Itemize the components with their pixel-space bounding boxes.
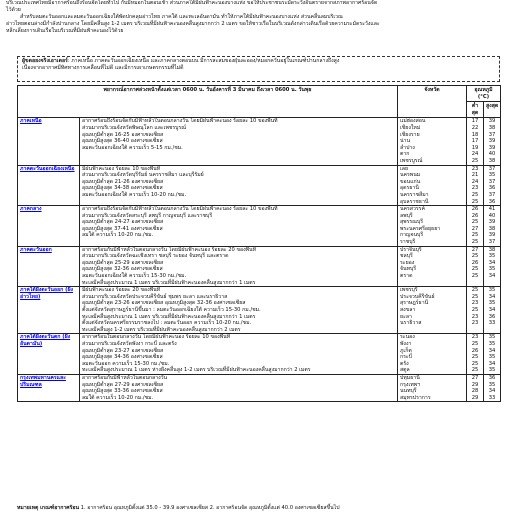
province-name: ลำปาง <box>400 144 415 151</box>
description-line: ทะเลมีคลื่นสูงประมาณ 1 เมตร ห่างฝั่งคลื่นสูง 1-2 เมตร บริเวณที่มีฝนฟ้าคะนองคลื่นสูงมากกว่า 2 เมตร <box>82 367 311 374</box>
min-temp: 29 <box>471 394 479 401</box>
min-temp: 23 <box>471 165 479 172</box>
region-name-link[interactable]: ภาคตะวันออกเฉียงเหนือ <box>20 165 75 172</box>
description-line: ส่วนมากบริเวณจังหวัดบุรีรัมย์ นครราชสีมา และบุรีรัมย์ <box>82 172 204 179</box>
region-description <box>80 206 398 247</box>
description-line: อากาศร้อนกับมีฟ้าหลัวในตอนกลางวัน โดยมีฝนฟ้าคะนอง ร้อยละ 20 ของพื้นที่ <box>82 246 257 253</box>
province-name: ตรัง <box>400 360 409 367</box>
province-name: อุบลราชธานี <box>400 198 429 205</box>
min-temp: 25 <box>471 273 479 280</box>
max-temp: 35 <box>488 340 496 347</box>
province-name: สมุทรปราการ <box>400 394 431 401</box>
max-temp: 37 <box>488 165 496 172</box>
description-line: อุณหภูมิสูงสุด 36-40 องศาเซลเซียส <box>82 138 163 145</box>
min-temp: 25 <box>471 293 479 300</box>
min-temp: 25 <box>471 287 479 294</box>
province-name: เชียงราย <box>400 131 420 138</box>
province-list <box>398 246 467 287</box>
max-temp: 35 <box>488 354 496 361</box>
province-name: ปราจีนบุรี <box>400 246 422 253</box>
description-line: อุณหภูมิสูงสุด 37-41 องศาเซลเซียส <box>82 225 163 232</box>
precaution-box <box>17 56 500 82</box>
province-name: ภูเก็ต <box>400 347 412 354</box>
province-name: ยะลา <box>400 313 412 320</box>
precaution-line <box>22 58 495 65</box>
min-temp: 23 <box>471 185 479 192</box>
description-line: อุณหภูมิต่ำสุด 16-25 องศาเซลเซียส <box>82 131 164 138</box>
province-name: ระนอง <box>400 334 415 341</box>
intro-line: ไว้ด้วย <box>6 7 21 13</box>
description-line: ส่วนมากบริเวณจังหวัดฉะเชิงเทรา ชลบุรี ระยอง จันทบุรี และตราด <box>82 253 229 260</box>
description-line: ลมตะวันออกเฉียงใต้ ความเร็ว 10-20 กม./ชม. <box>82 191 187 198</box>
description-line: อากาศร้อนถึงร้อนจัดกับมีฟ้าหลัวในตอนกลางวัน โดยมีฝนฟ้าคะนอง ร้อยละ 10 ของพื้นที่ <box>82 206 278 213</box>
description-line: ตั้งแต่จังหวัดนครศรีธรรมราชลงไป : ลมตะวันออก ความเร็ว 10-20 กม./ชม. <box>82 320 252 327</box>
max-temp-list <box>484 287 501 334</box>
description-line: อุณหภูมิต่ำสุด 21-26 องศาเซลเซียส <box>82 178 164 185</box>
min-temp-list <box>467 334 484 375</box>
max-temp: 39 <box>488 138 496 145</box>
province-list <box>398 334 467 375</box>
precaution-label: ผู้ขดอยงจริงเอาเดอร์ <box>22 58 68 64</box>
max-temp: 34 <box>488 293 496 300</box>
max-temp: 37 <box>488 239 496 246</box>
description-line: ลมใต้ ความเร็ว 10-20 กม./ชม. <box>82 394 154 401</box>
description-line: ส่วนมากบริเวณจังหวัดพังงา กระบี่ และตรัง <box>82 340 177 347</box>
province-name: น่าน <box>400 138 411 145</box>
min-temp: 21 <box>471 172 479 179</box>
min-temp: 18 <box>471 131 479 138</box>
region-description <box>80 334 398 375</box>
max-temp: 40 <box>488 212 496 219</box>
min-temp-list <box>467 287 484 334</box>
description-line: ส่วนมากบริเวณจังหวัดพิษณุโลก และเพชรบูรณ์ <box>82 124 187 131</box>
max-temp: 38 <box>488 124 496 131</box>
min-temp: 26 <box>471 206 479 213</box>
province-name: นราธิวาส <box>400 320 422 327</box>
max-temp: 41 <box>488 206 496 213</box>
province-name: กระบี่ <box>400 354 413 361</box>
province-name: ระยอง <box>400 259 415 266</box>
max-temp: 35 <box>488 287 496 294</box>
region-name-link[interactable]: ภาคใต้ฝั่งตะวันออก (ฝั่งอ่าวไทย) <box>20 287 74 300</box>
description-line: ตั้งแต่จังหวัดสุราษฎร์ธานีขึ้นมา : ลมตะวันออกเฉียงใต้ ความเร็ว 15-30 กม./ชม. <box>82 307 261 313</box>
description-line: อุณหภูมิต่ำสุด 25-29 องศาเซลเซียส <box>82 259 164 266</box>
min-temp: 25 <box>471 340 479 347</box>
province-name: เพชรบุรี <box>400 287 418 294</box>
intro-line: บริเวณประเทศไทยมีอากาศร้อนถึงร้อนจัดโดยทั่วไป กับมีหมอกในตอนเช้า ส่วนภาคใต้มีฝนฟ้าคะนองบางแห่ง ขอให้ประชาชนระมัดระวังอันตรายจากสภาพอากาศร้อนจัด <box>6 0 378 6</box>
forecast-table-body <box>18 118 501 402</box>
min-temp: 19 <box>471 144 479 151</box>
footer-label: หมายเหตุ เกณฑ์อากาศร้อน <box>17 505 80 511</box>
province-name: เพชรบูรณ์ <box>400 157 423 164</box>
max-temp-list <box>484 334 501 375</box>
max-temp-list <box>484 374 501 401</box>
province-name: กรุงเทพฯ <box>400 381 420 388</box>
table-row <box>18 374 501 401</box>
description-line: ลมตะวันออกเฉียงใต้ ความเร็ว 15-30 กม./ชม. <box>82 273 187 280</box>
min-temp: 25 <box>471 266 479 273</box>
max-temp: 38 <box>488 225 496 232</box>
province-header: จังหวัด <box>398 86 467 118</box>
min-temp-list <box>467 206 484 247</box>
min-temp: 26 <box>471 347 479 354</box>
min-temp: 25 <box>471 367 479 374</box>
region-cell <box>18 206 80 247</box>
min-temp: 29 <box>471 381 479 388</box>
province-name: ชลบุรี <box>400 253 413 260</box>
min-temp: 26 <box>471 259 479 266</box>
min-temp: 23 <box>471 300 479 307</box>
description-line: ลมใต้ ความเร็ว 10-20 กม./ชม. <box>82 232 154 239</box>
max-temp: 35 <box>488 367 496 374</box>
max-temp: 36 <box>488 313 496 320</box>
min-temp: 17 <box>471 138 479 145</box>
max-temp: 39 <box>488 144 496 151</box>
intro-line: อ่าวไทยตอนล่างมีกำลังปานกลาง โดยมีคลื่นสูง 1-2 เมตร บริเวณที่มีฝนฟ้าคะนองคลื่นสูงมากกว่า 2 เมตร ขอให้ชาวเรือในบริเวณดังกล่าวเดินเรือด้วยความระมัดระวังและ <box>6 21 380 27</box>
max-temp: 39 <box>488 118 496 125</box>
region-cell <box>18 334 80 375</box>
min-temp: 25 <box>471 360 479 367</box>
min-temp: 25 <box>471 219 479 226</box>
max-temp: 34 <box>488 273 496 280</box>
province-name: ประจวบคีรีขันธ์ <box>400 293 435 300</box>
province-name: จันทบุรี <box>400 266 417 273</box>
description-line: อุณหภูมิต่ำสุด 27-29 องศาเซลเซียส <box>82 381 164 388</box>
table-header-row <box>18 86 501 102</box>
min-temp: 25 <box>471 232 479 239</box>
min-temp-list <box>467 118 484 165</box>
max-temp: 37 <box>488 131 496 138</box>
max-temp-list <box>484 165 501 206</box>
max-temp: 35 <box>488 172 496 179</box>
province-name: สุราษฎร์ธานี <box>400 300 429 307</box>
min-temp: 24 <box>471 178 479 185</box>
max-temp: 37 <box>488 191 496 198</box>
forecast-period-header: พยากรณ์อากาศล่วงหน้าตั้งแต่เวลา 0600 น. วันอังคารที่ 3 มีนาคม ถึงเวลา 0600 น. วันพุธ <box>18 86 398 118</box>
footer-note <box>17 504 512 512</box>
min-temp-list <box>467 374 484 401</box>
province-list <box>398 287 467 334</box>
description-line: ทะเลมีคลื่นสูง 1-2 เมตร บริเวณที่มีฝนฟ้าคะนองคลื่นสูงมากกว่า 2 เมตร <box>82 326 241 333</box>
intro-text <box>6 0 506 35</box>
max-temp: 34 <box>488 259 496 266</box>
min-temp: 25 <box>471 253 479 260</box>
region-description <box>80 118 398 165</box>
description-line: อากาศร้อนกับมีฟ้าหลัวในตอนกลางวัน <box>82 374 168 381</box>
description-line: อุณหภูมิสูงสุด 34-36 องศาเซลเซียส <box>82 354 163 361</box>
max-temp: 34 <box>488 347 496 354</box>
table-row <box>18 206 501 247</box>
region-cell <box>18 287 80 334</box>
max-temp: 33 <box>488 394 496 401</box>
max-temp: 39 <box>488 219 496 226</box>
description-line: อุณหภูมิต่ำสุด 23-27 องศาเซลเซียส <box>82 347 164 354</box>
province-name: ตาก <box>400 151 410 158</box>
description-line: ลมตะวันออก ความเร็ว 15-30 กม./ชม. <box>82 360 170 367</box>
table-row <box>18 246 501 287</box>
description-line: อุณหภูมิสูงสุด 32-36 องศาเซลเซียส <box>82 266 163 273</box>
province-list <box>398 165 467 206</box>
max-temp: 38 <box>488 246 496 253</box>
region-name-link[interactable]: ภาคใต้ฝั่งตะวันตก (ฝั่งอันดามัน) <box>20 334 71 347</box>
max-temp: 33 <box>488 320 496 327</box>
max-temp: 35 <box>488 300 496 307</box>
province-name: ลพบุรี <box>400 212 413 219</box>
description-line: อากาศร้อนในตอนกลางวัน โดยมีฝนฟ้าคะนอง ร้อยละ 10 ของพื้นที่ <box>82 334 231 341</box>
min-temp: 25 <box>471 191 479 198</box>
description-line: มีฝนฟ้าคะนอง ร้อยละ 20 ของพื้นที่ <box>82 287 161 294</box>
province-name: พระนครศรีอยุธยา <box>400 225 441 232</box>
max-temp: 34 <box>488 360 496 367</box>
description-line: มีฝนฟ้าคะนอง ร้อยละ 10 ของพื้นที่ <box>82 165 161 172</box>
min-temp: 28 <box>471 388 479 395</box>
description-line: อุณหภูมิสูงสุด 33-36 องศาเซลเซียส <box>82 388 163 395</box>
min-temp: 25 <box>471 198 479 205</box>
province-name: นครสวรรค์ <box>400 206 425 213</box>
max-temp: 34 <box>488 307 496 313</box>
max-temp: 38 <box>488 157 496 164</box>
region-name-link[interactable]: ภาคตะวันออก <box>20 246 52 253</box>
region-description <box>80 374 398 401</box>
province-list <box>398 374 467 401</box>
min-temp: 24 <box>471 151 479 158</box>
province-name: ราชบุรี <box>400 239 416 246</box>
max-temp: 35 <box>488 334 496 341</box>
min-temp: 23 <box>471 334 479 341</box>
description-line: ทะเลมีคลื่นสูงประมาณ 1 เมตร บริเวณที่มีฝนฟ้าคะนองคลื่นสูงมากกว่า 1 เมตร <box>82 279 256 286</box>
description-line: ส่วนมากบริเวณจังหวัดประจวบคีรีขันธ์ ชุมพร ยะลา และนราธิวาส <box>82 293 228 300</box>
intro-line: หลีกเลี่ยงการเดินเรือในบริเวณที่มีฝนฟ้าคะนองไว้ด้วย <box>6 28 124 34</box>
min-temp: 17 <box>471 118 479 125</box>
min-temp: 23 <box>471 313 479 320</box>
region-description <box>80 287 398 334</box>
max-temp: 37 <box>488 178 496 185</box>
min-temp: 25 <box>471 307 479 313</box>
min-temp: 25 <box>471 239 479 246</box>
precaution-text: : ภาคเหนือ ภาคตะวันออกเฉียงเหนือ และภาคกลางตอนบน มีการสะสมของฝุ่นละออง/หมอกควันอยู่ในเกณฑ์ปานกลางถึงสูง <box>67 58 340 64</box>
min-temp: 25 <box>471 157 479 164</box>
province-name: ตราด <box>400 273 413 280</box>
province-name: อุดรธานี <box>400 185 419 192</box>
intro-line: สำหรับลมตะวันออกและลมตะวันออกเฉียงใต้พัดปกคลุมอ่าวไทย ภาคใต้ และทะเลอันดามัน ทำให้ภาคใต้มีฝนฟ้าคะนองบางแห่ง ส่วนคลื่นลมบริเวณ <box>20 14 343 20</box>
province-name: กาญจนบุรี <box>400 232 424 239</box>
min-temp: 22 <box>471 124 479 131</box>
province-name: เลย <box>400 165 408 172</box>
region-name-link[interactable]: กรุงเทพมหานครและปริมณฑล <box>20 374 66 388</box>
max-temp: 36 <box>488 374 496 381</box>
province-name: สุพรรณบุรี <box>400 219 424 226</box>
min-temp-header: ต่ำสุด <box>467 102 484 118</box>
region-cell <box>18 165 80 206</box>
max-temp-list <box>484 118 501 165</box>
province-name: ปทุมธานี <box>400 374 420 381</box>
temperature-header: อุณหภูมิ (°C) <box>467 86 501 102</box>
max-temp: 34 <box>488 388 496 395</box>
min-temp: 27 <box>471 374 479 381</box>
table-row <box>18 118 501 165</box>
description-line: อุณหภูมิต่ำสุด 24-27 องศาเซลเซียส <box>82 219 164 226</box>
min-temp-list <box>467 165 484 206</box>
max-temp-list <box>484 246 501 287</box>
min-temp-list <box>467 246 484 287</box>
description-line: ส่วนมากบริเวณจังหวัดสระบุรี ลพบุรี กาญจนบุรี และราชบุรี <box>82 212 213 219</box>
max-temp-list <box>484 206 501 247</box>
description-line: อุณหภูมิต่ำสุด 23-26 องศาเซลเซียส อุณหภูมิสูงสุด 32-36 องศาเซลเซียส <box>82 300 246 307</box>
province-name: สงขลา <box>400 307 416 313</box>
province-name: พังงา <box>400 340 412 347</box>
max-temp: 35 <box>488 253 496 260</box>
province-name: แม่ฮ่องสอน <box>400 118 426 125</box>
province-list <box>398 206 467 247</box>
region-description <box>80 165 398 206</box>
description-line: ทะเลมีคลื่นสูงประมาณ 1 เมตร บริเวณที่มีฝนฟ้าคะนองคลื่นสูงมากกว่า 1 เมตร <box>82 313 256 320</box>
min-temp: 25 <box>471 354 479 361</box>
province-list <box>398 118 467 165</box>
region-cell <box>18 374 80 401</box>
min-temp: 26 <box>471 212 479 219</box>
province-name: นครพนม <box>400 172 421 179</box>
min-temp: 27 <box>471 225 479 232</box>
description-line: อุณหภูมิสูงสุด 34-38 องศาเซลเซียส <box>82 185 163 192</box>
precaution-line: เนื่องจากอากาศมีทิศทางการเคลื่อนที่ไม่ดี และมีการเผาเกษตรกรรมที่ไม่ดี <box>22 64 184 71</box>
province-name: เชียงใหม่ <box>400 124 421 131</box>
description-line: ลมตะวันออกเฉียงใต้ ความเร็ว 5-15 กม./ชม. <box>82 144 183 151</box>
max-temp: 36 <box>488 185 496 192</box>
max-temp: 39 <box>488 232 496 239</box>
max-temp-header: สูงสุด <box>484 102 501 118</box>
max-temp: 35 <box>488 266 496 273</box>
region-name-link[interactable]: ภาคเหนือ <box>20 118 42 125</box>
region-description <box>80 246 398 287</box>
table-row <box>18 334 501 375</box>
region-cell <box>18 118 80 165</box>
max-temp: 35 <box>488 381 496 388</box>
province-name: นนทบุรี <box>400 388 417 395</box>
min-temp: 23 <box>471 320 479 327</box>
province-name: สตูล <box>400 367 410 374</box>
min-temp: 27 <box>471 246 479 253</box>
footer-text: 1. อากาศร้อน อุณหภูมิตั้งแต่ 35.0 - 39.9 องศาเซลเซียส 2. อากาศร้อนจัด อุณหภูมิตั้งแต่ 40.0 องศาเซลเซียสขึ้นไป <box>79 505 340 511</box>
max-temp: 36 <box>488 198 496 205</box>
max-temp: 40 <box>488 151 496 158</box>
forecast-table <box>17 85 501 402</box>
description-line: อากาศร้อนถึงร้อนจัดกับมีฟ้าหลัวในตอนกลางวัน โดยมีฝนฟ้าคะนอง ร้อยละ 10 ของพื้นที่ <box>82 118 278 125</box>
table-row <box>18 165 501 206</box>
region-name-link[interactable]: ภาคกลาง <box>20 206 42 213</box>
region-cell <box>18 246 80 287</box>
table-row <box>18 287 501 334</box>
province-name: ขอนแก่น <box>400 178 421 185</box>
province-name: นครราชสีมา <box>400 191 429 198</box>
